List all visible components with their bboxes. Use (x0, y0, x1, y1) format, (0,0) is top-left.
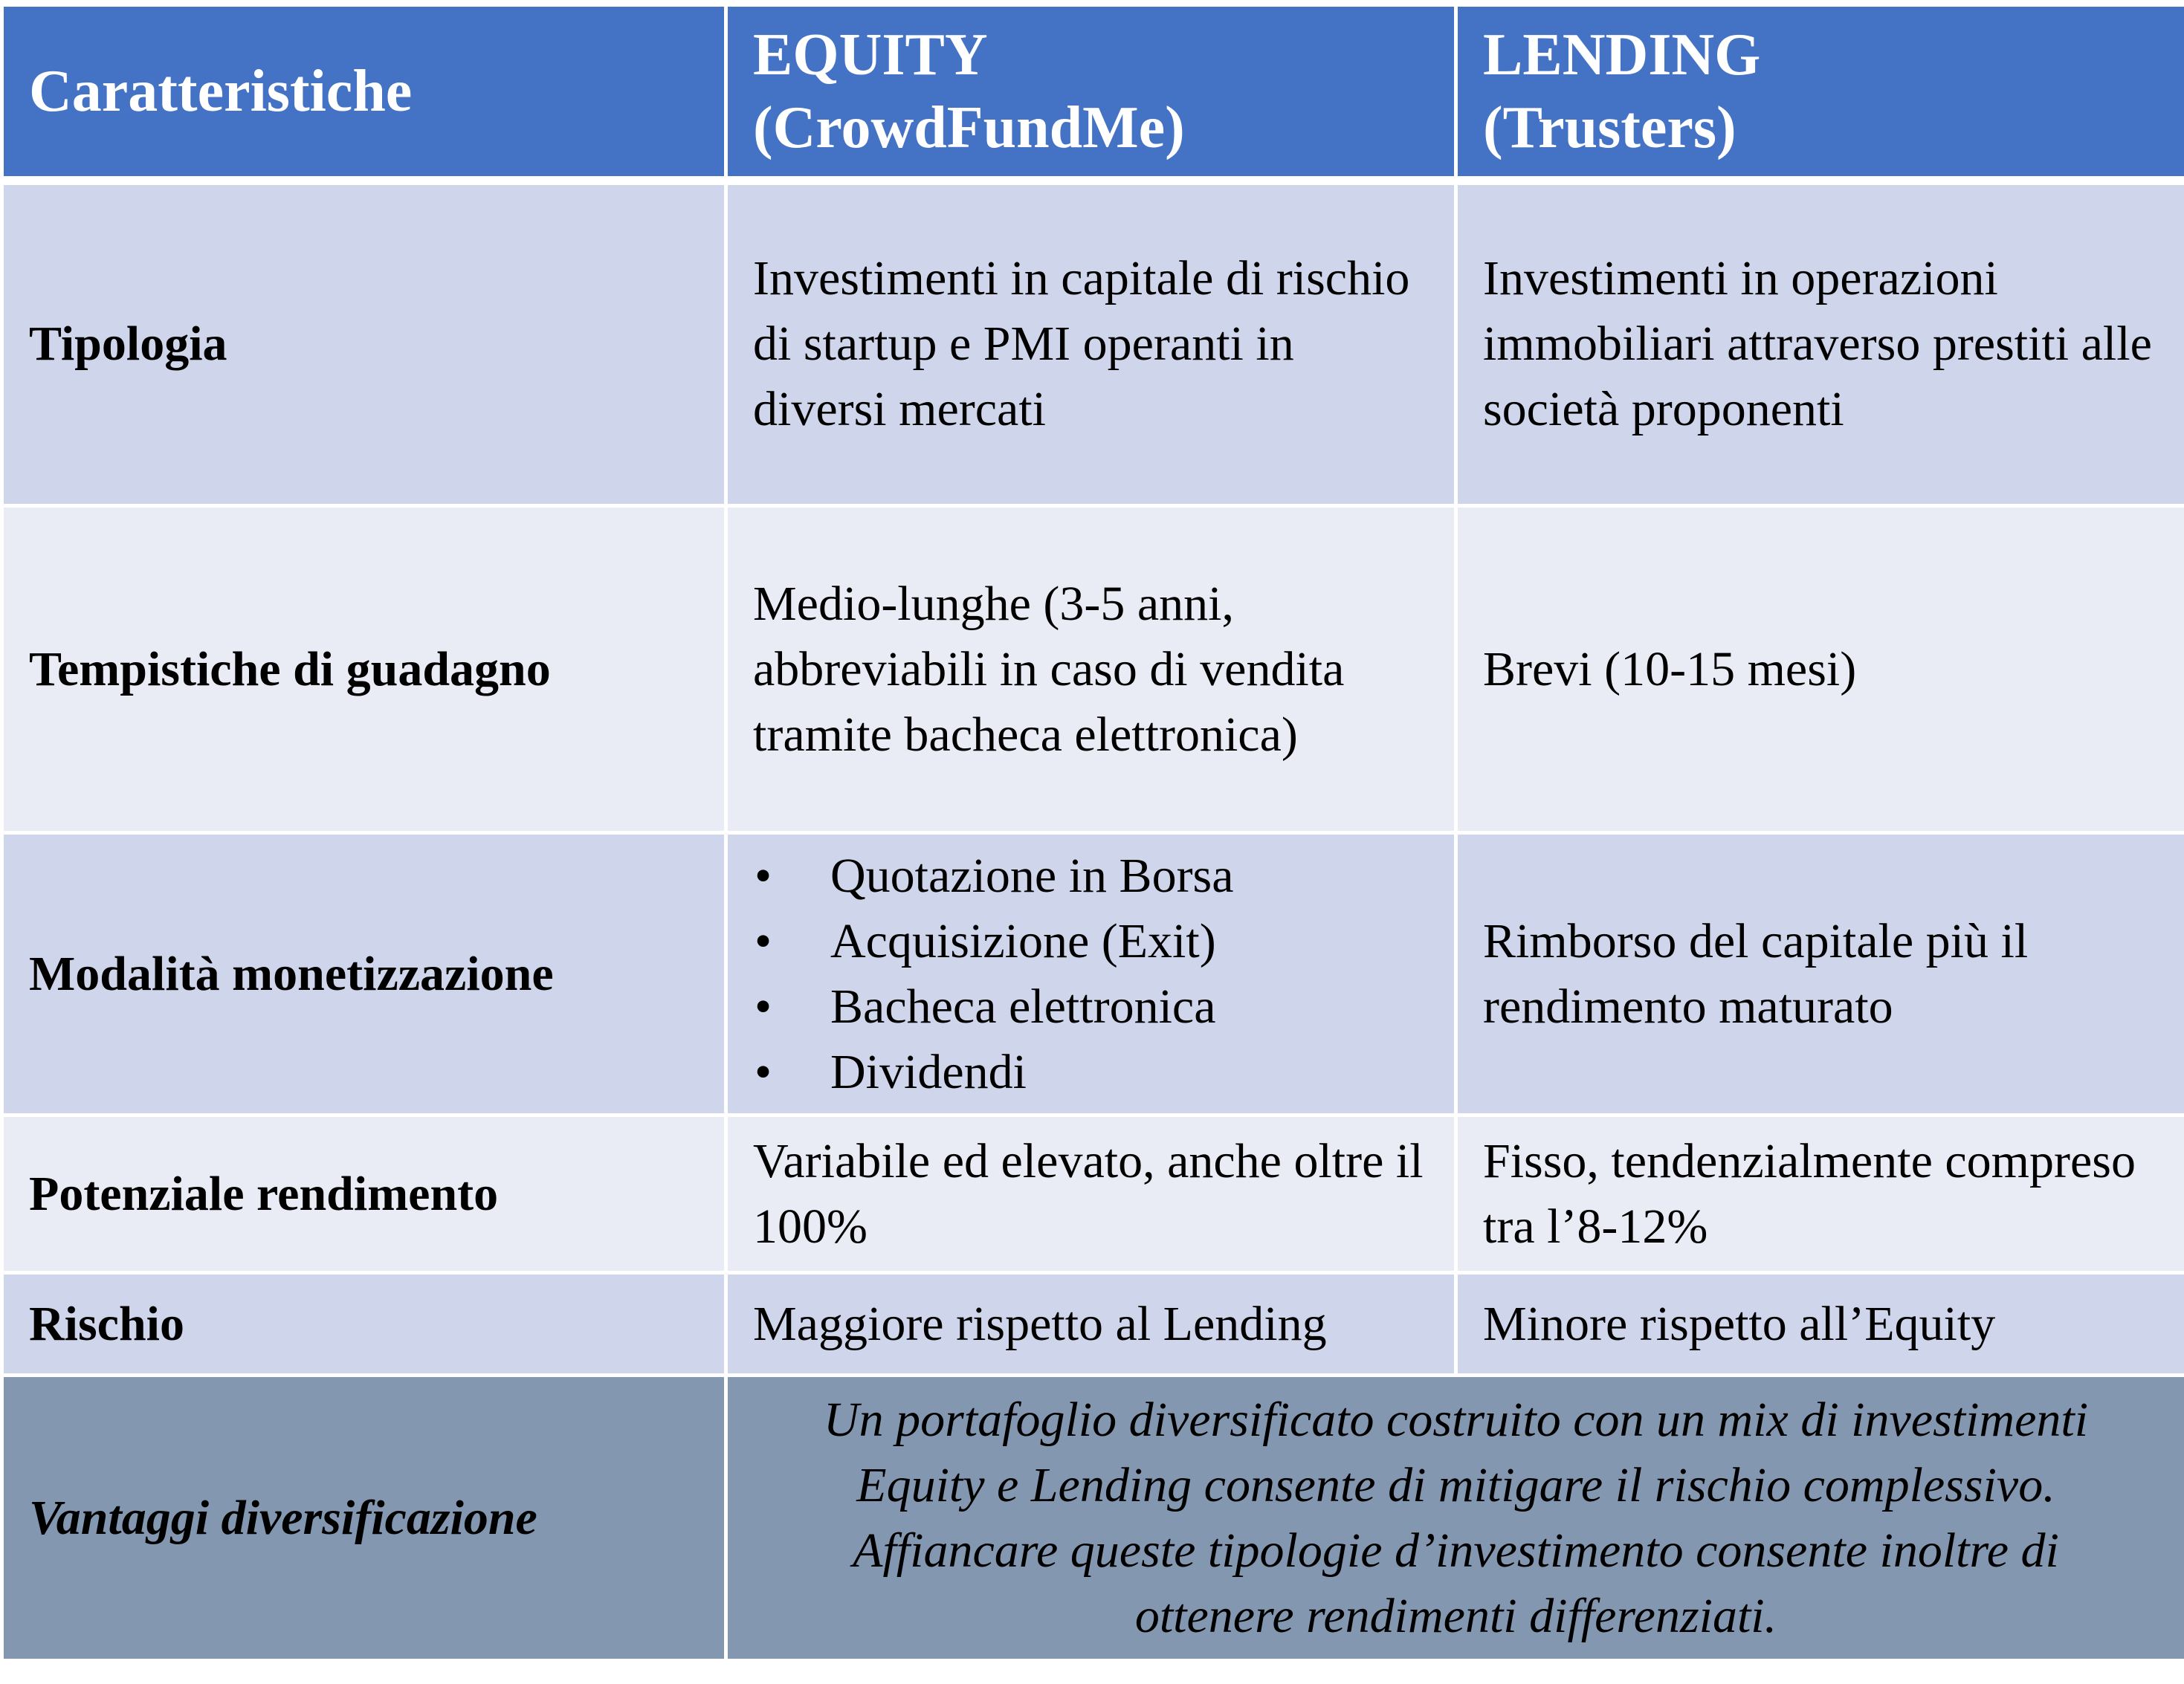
row-label-modalita: Modalità monetizzazione (2, 833, 726, 1115)
cell-lending-rischio: Minore rispetto all’Equity (1456, 1273, 2184, 1376)
list-item-text: Quotazione in Borsa (830, 848, 1234, 903)
bullet-icon: • (755, 1044, 772, 1099)
bullet-icon: • (755, 913, 772, 968)
table-row-tipologia (2, 181, 2184, 506)
header-equity-title: EQUITY (753, 22, 988, 88)
bullet-icon: • (755, 848, 772, 903)
header-lending-platform: (Trusters) (1483, 94, 1736, 161)
row-label-tempistiche: Tempistiche di guadagno (2, 506, 726, 833)
table-row-rischio (2, 1273, 2184, 1376)
table-row-modalita (2, 833, 2184, 1115)
row-label-rendimento: Potenziale rendimento (2, 1115, 726, 1273)
bullet-icon: • (755, 979, 772, 1034)
header-caratteristiche (2, 5, 726, 181)
cell-lending-tempistiche: Brevi (10-15 mesi) (1456, 506, 2184, 833)
table-row-vantaggi (2, 1376, 2184, 1661)
header-lending (1456, 5, 2184, 181)
list-item (753, 909, 1429, 974)
header-equity-platform: (CrowdFundMe) (753, 94, 1185, 161)
comparison-table-wrapper (0, 3, 2184, 1662)
table-row-tempistiche (2, 506, 2184, 833)
equity-modalita-list (753, 843, 1429, 1105)
list-item-text: Dividendi (830, 1044, 1027, 1099)
list-item (753, 974, 1429, 1040)
list-item-text: Bacheca elettronica (830, 979, 1216, 1034)
cell-equity-tipologia: Investimenti in capitale di rischio di startup e PMI operanti in diversi mercati (726, 181, 1456, 506)
list-item (753, 1040, 1429, 1105)
header-caratteristiche-label: Caratteristiche (29, 58, 413, 124)
header-equity (726, 5, 1456, 181)
cell-lending-rendimento: Fisso, tendenzialmente compreso tra l’8-12% (1456, 1115, 2184, 1273)
cell-vantaggi-text: Un portafoglio diversificato costruito con un mix di investimenti Equity e Lending consente di mitigare il rischio complessivo. Affiancare queste tipologie d’investimento consente inoltre di ottenere rendimenti differenziati. (726, 1376, 2184, 1661)
list-item-text: Acquisizione (Exit) (830, 913, 1216, 968)
list-item (753, 843, 1429, 909)
table-header-row (2, 5, 2184, 181)
cell-equity-tempistiche: Medio-lunghe (3-5 anni, abbreviabili in caso di vendita tramite bacheca elettronica) (726, 506, 1456, 833)
cell-equity-modalita (726, 833, 1456, 1115)
comparison-table (0, 3, 2184, 1662)
table-row-rendimento (2, 1115, 2184, 1273)
cell-lending-tipologia: Investimenti in operazioni immobiliari attraverso prestiti alle società proponenti (1456, 181, 2184, 506)
cell-equity-rendimento: Variabile ed elevato, anche oltre il 100% (726, 1115, 1456, 1273)
row-label-vantaggi: Vantaggi diversificazione (2, 1376, 726, 1661)
row-label-tipologia: Tipologia (2, 181, 726, 506)
row-label-rischio: Rischio (2, 1273, 726, 1376)
header-lending-title: LENDING (1483, 22, 1761, 88)
cell-lending-modalita: Rimborso del capitale più il rendimento maturato (1456, 833, 2184, 1115)
cell-equity-rischio: Maggiore rispetto al Lending (726, 1273, 1456, 1376)
